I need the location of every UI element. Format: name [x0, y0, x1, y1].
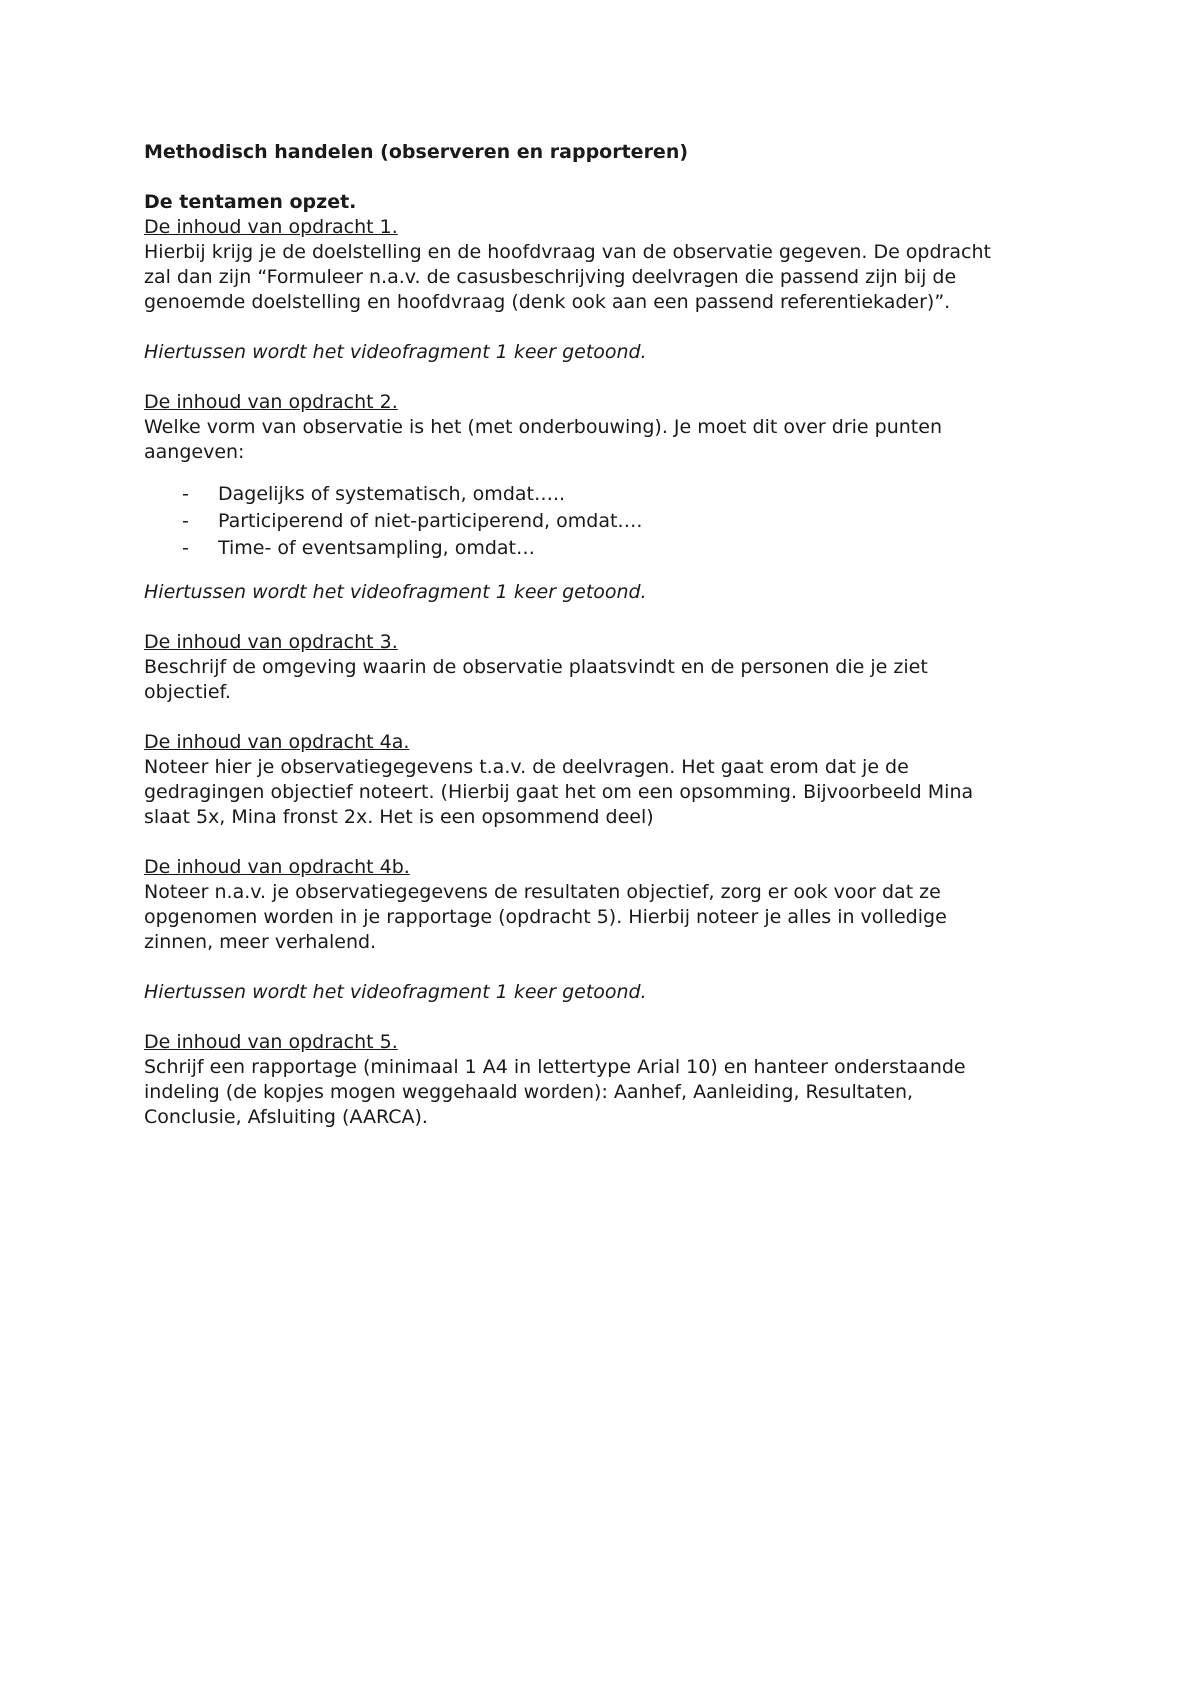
list-item-text: Participerend of niet-participerend, omdat…. [218, 510, 643, 532]
video-note: Hiertussen wordt het videofragment 1 keer getoond. [144, 581, 647, 603]
section-heading-opdracht-2: De inhoud van opdracht 2. [144, 391, 398, 413]
section-text-line: gedragingen objectief noteert. (Hierbij gaat het om een opsomming. Bijvoorbeeld Mina [144, 781, 974, 803]
dash-bullet: - [182, 483, 189, 505]
document-page [144, 140, 1074, 1130]
list-item [144, 536, 1074, 563]
section-heading-opdracht-3: De inhoud van opdracht 3. [144, 631, 398, 653]
section-text-line: genoemde doelstelling en hoofdvraag (denk ook aan een passend referentiekader)”. [144, 291, 951, 313]
section-heading-opdracht-4b: De inhoud van opdracht 4b. [144, 856, 410, 878]
dash-bullet: - [182, 537, 189, 559]
section-text-line: opgenomen worden in je rapportage (opdracht 5). Hierbij noteer je alles in volledige [144, 906, 947, 928]
video-note: Hiertussen wordt het videofragment 1 keer getoond. [144, 981, 647, 1003]
section-text-line: slaat 5x, Mina fronst 2x. Het is een opsommend deel) [144, 806, 654, 828]
section-text-line: Noteer n.a.v. je observatiegegevens de resultaten objectief, zorg er ook voor dat ze [144, 881, 941, 903]
section-text-line: Welke vorm van observatie is het (met onderbouwing). Je moet dit over drie punten [144, 416, 942, 438]
document-title: Methodisch handelen (observeren en rapporteren) [144, 141, 689, 163]
section-text-line: aangeven: [144, 441, 245, 463]
section-text-line: Schrijf een rapportage (minimaal 1 A4 in lettertype Arial 10) en hanteer onderstaande [144, 1056, 966, 1078]
section-text-line: objectief. [144, 681, 231, 703]
list-item [144, 482, 1074, 509]
section-text-line: zinnen, meer verhalend. [144, 931, 377, 953]
section-text-line: Noteer hier je observatiegegevens t.a.v. de deelvragen. Het gaat erom dat je de [144, 756, 909, 778]
bullet-list [144, 482, 1074, 563]
section-heading-opdracht-1: De inhoud van opdracht 1. [144, 216, 398, 238]
video-note: Hiertussen wordt het videofragment 1 keer getoond. [144, 341, 647, 363]
section-heading-opdracht-4a: De inhoud van opdracht 4a. [144, 731, 410, 753]
section-text-line: zal dan zijn “Formuleer n.a.v. de casusbeschrijving deelvragen die passend zijn bij de [144, 266, 957, 288]
section-text-line: Hierbij krijg je de doelstelling en de hoofdvraag van de observatie gegeven. De opdracht [144, 241, 991, 263]
document-subtitle: De tentamen opzet. [144, 191, 357, 213]
list-item-text: Dagelijks of systematisch, omdat….. [218, 483, 566, 505]
section-text-line: Conclusie, Afsluiting (AARCA). [144, 1106, 428, 1128]
section-text-line: indeling (de kopjes mogen weggehaald worden): Aanhef, Aanleiding, Resultaten, [144, 1081, 914, 1103]
list-item-text: Time- of eventsampling, omdat… [218, 537, 535, 559]
dash-bullet: - [182, 510, 189, 532]
section-heading-opdracht-5: De inhoud van opdracht 5. [144, 1031, 398, 1053]
list-item [144, 509, 1074, 536]
section-text-line: Beschrijf de omgeving waarin de observatie plaatsvindt en de personen die je ziet [144, 656, 928, 678]
